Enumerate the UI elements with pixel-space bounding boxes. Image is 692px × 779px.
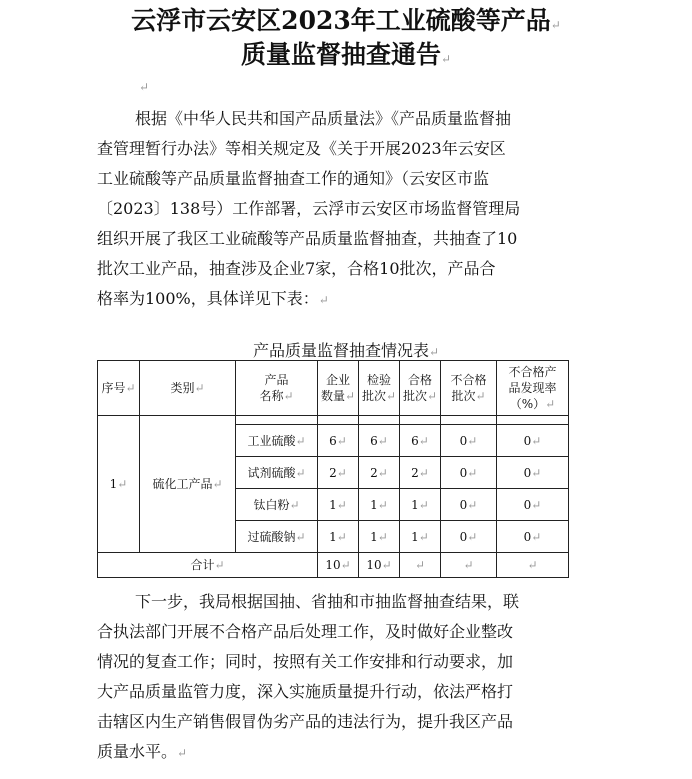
paragraph-line: 工业硫酸等产品质量监督抽查工作的通知》（云安区市监 <box>97 169 490 188</box>
table-header-row <box>98 361 569 416</box>
paragraph-line: 根据《中华人民共和国产品质量法》《产品质量监督抽 <box>135 109 512 128</box>
document-title-line-2: 质量监督抽查通告↵ <box>240 40 452 69</box>
spacer-cell <box>400 416 441 425</box>
unqualified-cell: 0↵ <box>441 457 497 489</box>
inspected-cell: 2↵ <box>359 457 400 489</box>
qualified-cell: 1↵ <box>400 521 441 553</box>
intro-paragraph <box>97 104 591 314</box>
total-empty-cell: ↵ <box>400 553 441 578</box>
header-product-name: 产品 名称↵ <box>236 361 318 416</box>
header-inspected-batches: 检验 批次↵ <box>359 361 400 416</box>
unqualified-cell: 0↵ <box>441 521 497 553</box>
rate-cell: 0↵ <box>497 489 569 521</box>
rate-cell: 0↵ <box>497 521 569 553</box>
enterprise-count-cell: 1↵ <box>318 521 359 553</box>
spacer-cell <box>236 416 318 425</box>
paragraph-mark: ↵ <box>440 52 452 66</box>
enterprise-count-cell: 2↵ <box>318 457 359 489</box>
unqualified-cell: 0↵ <box>441 489 497 521</box>
header-category: 类别↵ <box>140 361 236 416</box>
product-name-cell: 钛白粉↵ <box>236 489 318 521</box>
table-spacer-row <box>98 416 569 425</box>
header-enterprise-count: 企业 数量↵ <box>318 361 359 416</box>
product-name-cell: 试剂硫酸↵ <box>236 457 318 489</box>
spacer-cell <box>441 416 497 425</box>
table-total-row <box>98 553 569 578</box>
rate-cell: 0↵ <box>497 457 569 489</box>
empty-paragraph-mark: ↵ <box>139 80 150 94</box>
paragraph-mark: ↵ <box>318 293 329 307</box>
inspected-cell: 1↵ <box>359 521 400 553</box>
paragraph-line: 〔2023〕138号）工作部署，云浮市云安区市场监督管理局 <box>97 199 521 218</box>
paragraph-line-last: 质量水平。↵ <box>97 742 188 761</box>
inspection-table <box>97 360 569 578</box>
total-inspected-cell: 10↵ <box>359 553 400 578</box>
total-empty-cell: ↵ <box>497 553 569 578</box>
paragraph-line-last: 格率为100%，具体详见下表：↵ <box>97 289 329 308</box>
enterprise-count-cell: 6↵ <box>318 425 359 457</box>
header-serial: 序号↵ <box>98 361 140 416</box>
document-title-line-1: 云浮市云安区2023年工业硫酸等产品↵ <box>131 6 561 35</box>
qualified-cell: 6↵ <box>400 425 441 457</box>
header-unqualified-rate: 不合格产 品发现率 （%）↵ <box>497 361 569 416</box>
total-enterprises-cell: 10↵ <box>318 553 359 578</box>
product-name-cell: 工业硫酸↵ <box>236 425 318 457</box>
paragraph-line: 下一步，我局根据国抽、省抽和市抽监督抽查结果，联 <box>135 592 520 611</box>
table-caption: 产品质量监督抽查情况表↵ <box>252 341 440 360</box>
rate-cell: 0↵ <box>497 425 569 457</box>
paragraph-line: 合执法部门开展不合格产品后处理工作，及时做好企业整改 <box>97 622 514 641</box>
paragraph-mark: ↵ <box>428 345 440 359</box>
enterprise-count-cell: 1↵ <box>318 489 359 521</box>
paragraph-line: 批次工业产品，抽查涉及企业7家，合格10批次，产品合 <box>97 259 496 278</box>
paragraph-mark: ↵ <box>550 18 561 32</box>
qualified-cell: 1↵ <box>400 489 441 521</box>
group-category: 硫化工产品↵ <box>140 416 236 553</box>
paragraph-mark: ↵ <box>177 746 188 760</box>
paragraph-line: 查管理暂行办法》等相关规定及《关于开展2023年云安区 <box>97 139 506 158</box>
paragraph-line: 情况的复查工作；同时，按照有关工作安排和行动要求，加 <box>97 652 514 671</box>
product-name-cell: 过硫酸钠↵ <box>236 521 318 553</box>
inspected-cell: 1↵ <box>359 489 400 521</box>
spacer-cell <box>318 416 359 425</box>
header-unqualified-batches: 不合格 批次↵ <box>441 361 497 416</box>
paragraph-line: 击辖区内生产销售假冒伪劣产品的违法行为，提升我区产品 <box>97 712 514 731</box>
paragraph-line: 大产品质量监管力度，深入实施质量提升行动，依法严格打 <box>97 682 514 701</box>
spacer-cell <box>359 416 400 425</box>
header-qualified-batches: 合格 批次↵ <box>400 361 441 416</box>
spacer-cell <box>497 416 569 425</box>
paragraph-line: 组织开展了我区工业硫酸等产品质量监督抽查，共抽查了10 <box>97 229 518 248</box>
total-empty-cell: ↵ <box>441 553 497 578</box>
unqualified-cell: 0↵ <box>441 425 497 457</box>
qualified-cell: 2↵ <box>400 457 441 489</box>
group-serial: 1↵ <box>98 416 140 553</box>
inspected-cell: 6↵ <box>359 425 400 457</box>
total-label-cell: 合计↵ <box>98 553 318 578</box>
followup-paragraph <box>97 587 591 767</box>
